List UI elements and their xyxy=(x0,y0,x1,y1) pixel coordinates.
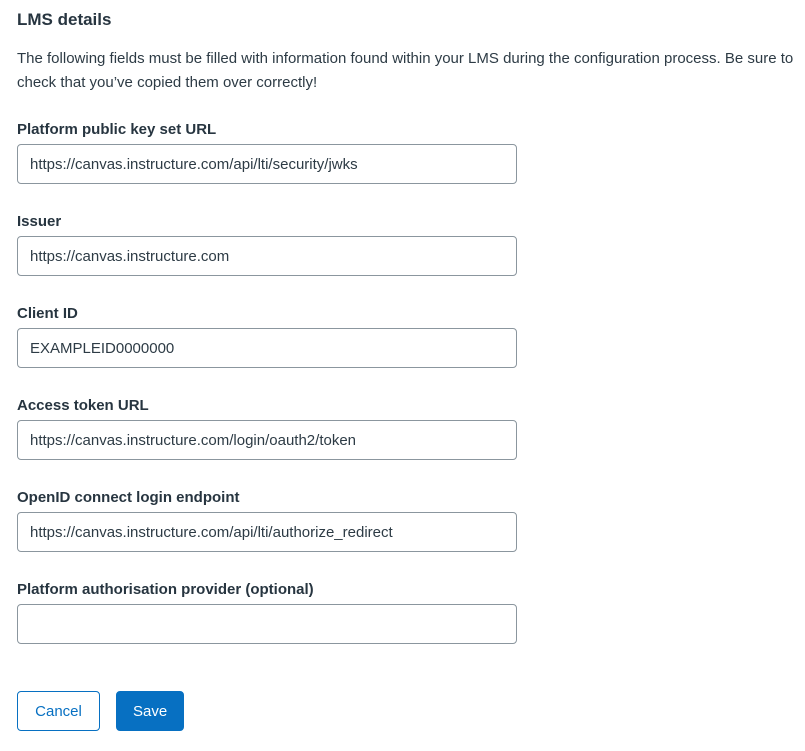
openid-connect-login-endpoint-input[interactable] xyxy=(17,512,517,552)
field-openid-connect-login-endpoint xyxy=(17,488,517,552)
field-platform-public-key-set-url xyxy=(17,120,517,184)
field-label: OpenID connect login endpoint xyxy=(17,489,240,506)
field-client-id xyxy=(17,304,517,368)
client-id-input[interactable] xyxy=(17,328,517,368)
form-actions xyxy=(17,691,184,731)
field-platform-authorisation-provider xyxy=(17,580,517,644)
section-title: LMS details xyxy=(17,10,112,29)
field-label: Platform public key set URL xyxy=(17,121,217,138)
platform-public-key-set-url-input[interactable] xyxy=(17,144,517,184)
field-issuer xyxy=(17,212,517,276)
field-label: Platform authorisation provider (optional) xyxy=(17,581,314,598)
cancel-button[interactable]: Cancel xyxy=(17,691,100,731)
access-token-url-input[interactable] xyxy=(17,420,517,460)
section-description: The following fields must be filled with information found within your LMS during the configuration process. Be sure to check that you’ve copied them over correctly! xyxy=(17,50,794,91)
field-label: Client ID xyxy=(17,305,78,322)
field-access-token-url xyxy=(17,396,517,460)
platform-authorisation-provider-input[interactable] xyxy=(17,604,517,644)
field-label: Access token URL xyxy=(17,397,149,414)
save-button[interactable]: Save xyxy=(116,691,184,731)
field-label: Issuer xyxy=(17,213,62,230)
issuer-input[interactable] xyxy=(17,236,517,276)
